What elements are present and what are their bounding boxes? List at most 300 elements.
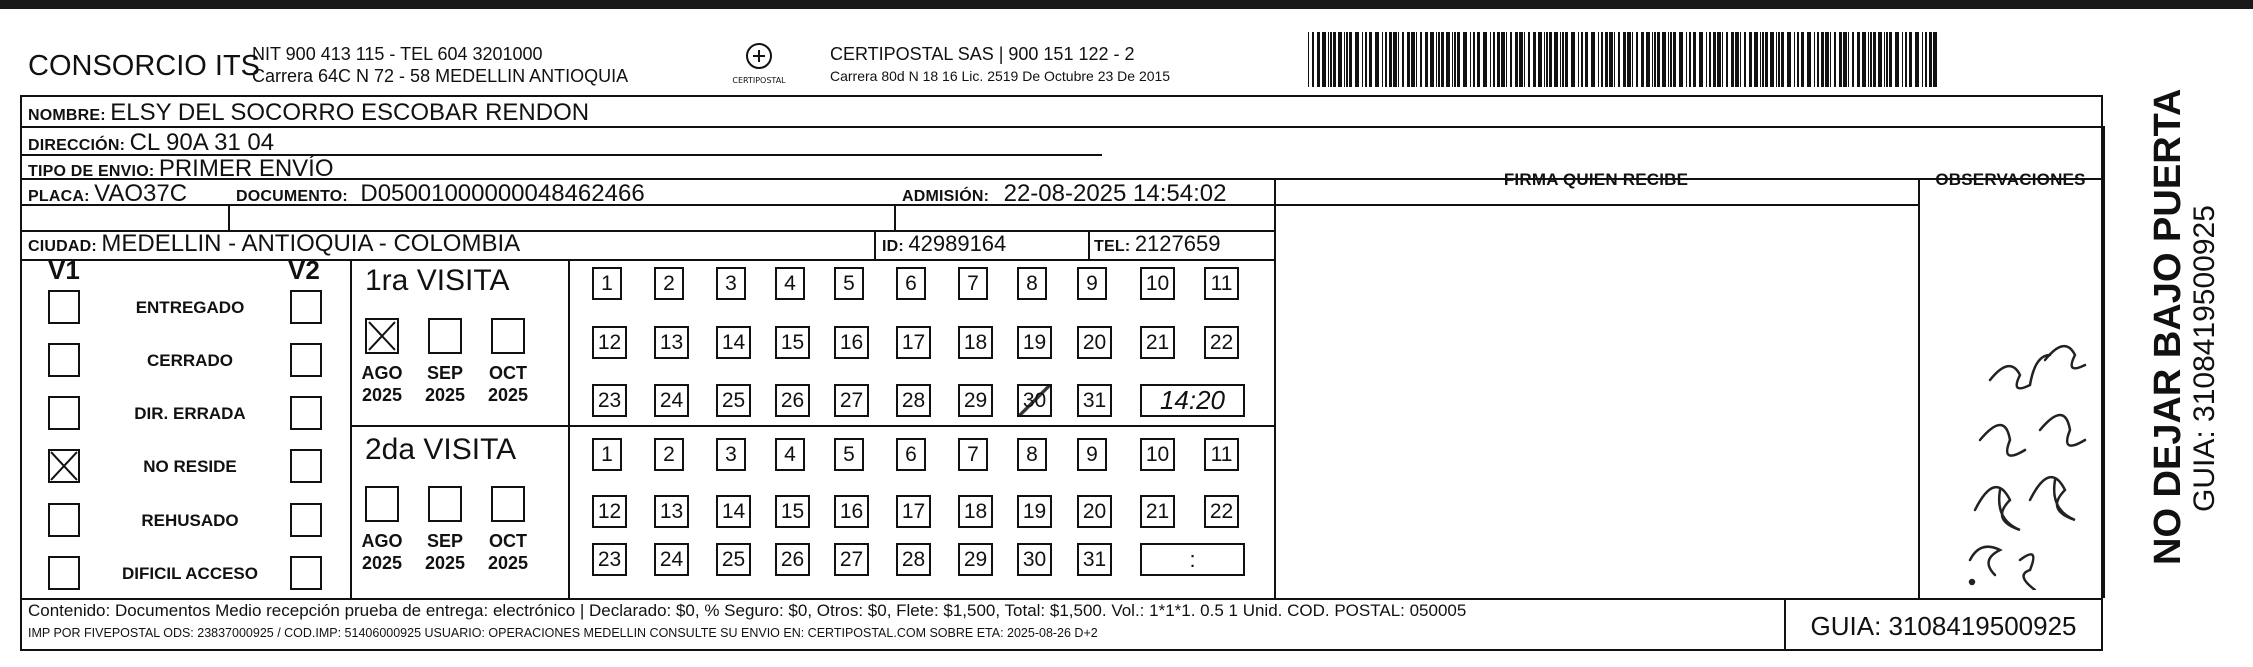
nit-line: NIT 900 413 115 - TEL 604 3201000 bbox=[252, 44, 543, 64]
barcode-bar bbox=[1915, 32, 1919, 87]
barcode-bar bbox=[1452, 32, 1453, 87]
v2-checkbox[interactable] bbox=[290, 503, 322, 537]
barcode-bar bbox=[1436, 32, 1437, 87]
id-row bbox=[882, 231, 1006, 257]
side-guia: GUIA: 3108419500925 bbox=[2188, 205, 2221, 512]
second-visit-day-box[interactable]: 31 bbox=[1077, 543, 1112, 576]
barcode-bar bbox=[1706, 32, 1707, 87]
barcode-bar bbox=[1457, 32, 1460, 87]
tipo-label: TIPO DE ENVIO: bbox=[28, 163, 155, 180]
second-visit-month-checkbox[interactable] bbox=[365, 486, 399, 522]
month-name: OCT bbox=[489, 531, 527, 551]
v2-checkbox[interactable] bbox=[290, 449, 322, 483]
barcode-bar bbox=[1770, 32, 1774, 87]
barcode-bar bbox=[1554, 32, 1558, 87]
first-visit-day-box[interactable]: 22 bbox=[1204, 326, 1239, 359]
barcode-bar bbox=[1528, 32, 1530, 87]
tel-label: TEL: bbox=[1094, 238, 1131, 255]
v2-checkbox[interactable] bbox=[290, 396, 322, 430]
barcode-bar bbox=[1821, 32, 1824, 87]
second-visit-time-box[interactable]: : bbox=[1140, 543, 1245, 576]
barcode-bar bbox=[1493, 32, 1495, 87]
first-visit-day-box[interactable]: 9 bbox=[1077, 267, 1107, 300]
v1-checkbox[interactable] bbox=[48, 503, 80, 537]
barcode-bar bbox=[1889, 32, 1892, 87]
second-visit-day-box[interactable]: 14 bbox=[716, 495, 751, 528]
first-visit-day-box[interactable]: 29 bbox=[958, 384, 993, 417]
second-visit-day-box[interactable]: 28 bbox=[896, 543, 931, 576]
barcode-bar bbox=[1878, 32, 1882, 87]
barcode-bar bbox=[1657, 32, 1660, 87]
barcode-bar bbox=[1693, 32, 1696, 87]
second-visit-day-box[interactable]: 17 bbox=[896, 495, 931, 528]
second-visit-day-box[interactable]: 11 bbox=[1204, 438, 1239, 471]
barcode-bar bbox=[1510, 32, 1512, 87]
second-visit-day-box[interactable]: 6 bbox=[896, 438, 926, 471]
barcode-bar bbox=[1411, 32, 1415, 87]
first-visit-day-box[interactable]: 6 bbox=[896, 267, 926, 300]
first-visit-day-box[interactable]: 14 bbox=[716, 326, 751, 359]
direccion-row bbox=[28, 129, 274, 157]
barcode-bar bbox=[1407, 32, 1410, 87]
status-option-label: REHUSADO bbox=[141, 511, 239, 530]
admision-label: ADMISIÓN: bbox=[902, 188, 990, 205]
col-divider bbox=[568, 259, 570, 598]
barcode-bar bbox=[1546, 32, 1548, 87]
ciudad-label: CIUDAD: bbox=[28, 238, 97, 255]
barcode-bar bbox=[1346, 32, 1348, 87]
second-visit-day-box[interactable]: 16 bbox=[834, 495, 869, 528]
barcode-bar bbox=[1420, 32, 1422, 87]
tipo-row bbox=[28, 155, 334, 183]
barcode-bar bbox=[1834, 32, 1836, 87]
row-divider bbox=[350, 425, 1274, 427]
status-option-label: DIFICIL ACCESO bbox=[121, 564, 258, 583]
barcode-bar bbox=[1338, 32, 1342, 87]
v1-checkbox[interactable] bbox=[48, 396, 80, 430]
barcode-bar bbox=[1868, 32, 1869, 87]
status-option-label: ENTREGADO bbox=[135, 298, 245, 317]
barcode-bar bbox=[1549, 32, 1552, 87]
month-year: 2025 bbox=[424, 385, 466, 405]
v1-label: V1 bbox=[48, 255, 80, 285]
barcode-bar bbox=[1349, 32, 1352, 87]
barcode-bar bbox=[1497, 32, 1500, 87]
barcode-bar bbox=[1416, 32, 1417, 87]
v2-checkbox[interactable] bbox=[290, 290, 322, 324]
second-visit-day-box[interactable]: 22 bbox=[1204, 495, 1239, 528]
top-border-strip bbox=[0, 0, 2253, 9]
barcode-bar bbox=[1544, 32, 1545, 87]
barcode-bar bbox=[1627, 32, 1631, 87]
first-visit-day-box[interactable]: 21 bbox=[1140, 326, 1175, 359]
barcode-bar bbox=[1365, 32, 1367, 87]
barcode-bar bbox=[1483, 32, 1487, 87]
barcode-bar bbox=[1699, 32, 1703, 87]
second-visit-day-box[interactable]: 13 bbox=[654, 495, 689, 528]
nombre-label: NOMBRE: bbox=[28, 107, 106, 124]
barcode-bar bbox=[1565, 32, 1568, 87]
barcode-bar bbox=[1623, 32, 1626, 87]
barcode-bar bbox=[1330, 32, 1332, 87]
barcode-bar bbox=[1670, 32, 1672, 87]
first-visit-day-box[interactable]: 12 bbox=[592, 326, 627, 359]
second-visit-month-checkbox[interactable] bbox=[491, 486, 525, 522]
col-divider bbox=[1918, 178, 1920, 598]
barcode-bar bbox=[1344, 32, 1345, 87]
first-visit-day-box[interactable]: 24 bbox=[654, 384, 689, 417]
tel-value: 2127659 bbox=[1134, 231, 1221, 256]
footer-guia: GUIA: 3108419500925 bbox=[1810, 611, 2077, 641]
barcode-bar bbox=[1839, 32, 1842, 87]
v2-checkbox[interactable] bbox=[290, 556, 322, 590]
barcode-bar bbox=[1801, 32, 1804, 87]
barcode-bar bbox=[1398, 32, 1399, 87]
barcode-bar bbox=[1787, 32, 1791, 87]
second-visit-day-box[interactable]: 4 bbox=[775, 438, 805, 471]
barcode-bar bbox=[1632, 32, 1633, 87]
month-year: 2025 bbox=[424, 553, 466, 573]
barcode-bar bbox=[1762, 32, 1764, 87]
month-year: 2025 bbox=[361, 553, 403, 573]
month-name: AGO bbox=[361, 363, 403, 383]
col-divider bbox=[894, 204, 896, 230]
month-label bbox=[356, 530, 408, 574]
row-divider bbox=[20, 259, 1274, 261]
second-visit-day-box[interactable]: 12 bbox=[592, 495, 627, 528]
col-divider bbox=[1088, 230, 1090, 259]
nombre-row bbox=[28, 99, 589, 127]
v1-checkbox[interactable] bbox=[48, 343, 80, 377]
barcode-bar bbox=[1519, 32, 1523, 87]
barcode-bar bbox=[1581, 32, 1583, 87]
barcode-bar bbox=[1760, 32, 1761, 87]
first-visit-day-box[interactable]: 11 bbox=[1204, 267, 1239, 300]
barcode-bar bbox=[1646, 32, 1650, 87]
documento-label: DOCUMENTO: bbox=[236, 188, 348, 205]
documento-value: D05001000000048462466 bbox=[360, 180, 645, 207]
v2-label: V2 bbox=[288, 255, 320, 285]
barcode-bar bbox=[1722, 32, 1723, 87]
barcode-bar bbox=[1689, 32, 1691, 87]
month-year: 2025 bbox=[361, 385, 403, 405]
barcode-bar bbox=[1895, 32, 1899, 87]
month-name: AGO bbox=[361, 531, 403, 551]
barcode-bar bbox=[1441, 32, 1444, 87]
nombre-value: ELSY DEL SOCORRO ESCOBAR RENDON bbox=[110, 99, 590, 126]
barcode-bar bbox=[1393, 32, 1397, 87]
company-name: CONSORCIO ITS bbox=[28, 50, 261, 82]
footer-imp-line: IMP POR FIVEPOSTAL ODS: 23837000925 / COD.IMP: 51406000925 USUARIO: OPERACIONES MEDELLIN CONSULTE SU ENVIO EN: CERTIPOSTAL.COM SOBRE ETA: 2025-08-26 D+2 bbox=[28, 626, 1098, 640]
barcode-bar bbox=[1609, 32, 1613, 87]
barcode-bar bbox=[1754, 32, 1758, 87]
barcode-bar bbox=[1308, 32, 1309, 87]
second-visit-day-box[interactable]: 25 bbox=[716, 543, 751, 576]
firma-header: FIRMA QUIEN RECIBE bbox=[1503, 170, 1689, 189]
barcode-bar bbox=[1668, 32, 1669, 87]
second-visit-day-box[interactable]: 29 bbox=[958, 543, 993, 576]
barcode-bar bbox=[1317, 32, 1320, 87]
barcode-bar bbox=[1870, 32, 1872, 87]
second-visit-day-box[interactable]: 20 bbox=[1077, 495, 1112, 528]
barcode-bar bbox=[1601, 32, 1603, 87]
barcode-bar bbox=[1614, 32, 1615, 87]
barcode-bar bbox=[1430, 32, 1434, 87]
barcode-bar bbox=[1652, 32, 1653, 87]
barcode-bar bbox=[1571, 32, 1575, 87]
barcode-bar bbox=[1454, 32, 1456, 87]
barcode-bar bbox=[1740, 32, 1741, 87]
first-visit-day-box[interactable]: 25 bbox=[716, 384, 751, 417]
barcode-bar bbox=[1807, 32, 1811, 87]
barcode-bar bbox=[1905, 32, 1907, 87]
barcode-bar bbox=[1857, 32, 1860, 87]
barcode-bar bbox=[1781, 32, 1784, 87]
barcode-bar bbox=[1473, 32, 1475, 87]
col-divider bbox=[874, 230, 876, 259]
month-name: OCT bbox=[489, 363, 527, 383]
barcode-bar bbox=[1765, 32, 1768, 87]
month-name: SEP bbox=[426, 531, 464, 551]
barcode-bar bbox=[1389, 32, 1392, 87]
month-label bbox=[482, 530, 534, 574]
first-visit-day-box[interactable]: 20 bbox=[1077, 326, 1112, 359]
v1-checkbox[interactable] bbox=[48, 556, 80, 590]
second-visit-day-box[interactable]: 26 bbox=[775, 543, 810, 576]
first-visit-month-checkbox[interactable] bbox=[491, 318, 525, 354]
barcode-bar bbox=[1744, 32, 1746, 87]
barcode-bar bbox=[1562, 32, 1564, 87]
month-year: 2025 bbox=[487, 385, 529, 405]
first-visit-day-box[interactable]: 1 bbox=[592, 267, 622, 300]
barcode-bar bbox=[1362, 32, 1363, 87]
first-visit-month-checkbox[interactable] bbox=[365, 318, 399, 354]
col-divider bbox=[228, 204, 230, 230]
second-visit-day-box[interactable]: 8 bbox=[1017, 438, 1047, 471]
barcode-bar bbox=[1524, 32, 1525, 87]
barcode-bar bbox=[1709, 32, 1711, 87]
second-visit-day-box[interactable]: 10 bbox=[1140, 438, 1175, 471]
admision-value: 22-08-2025 14:54:02 bbox=[1003, 180, 1227, 207]
barcode-bar bbox=[1686, 32, 1687, 87]
first-visit-day-box[interactable]: 31 bbox=[1077, 384, 1112, 417]
barcode-bar bbox=[1794, 32, 1795, 87]
placa-label: PLACA: bbox=[28, 188, 90, 205]
first-visit-day-box[interactable]: 17 bbox=[896, 326, 931, 359]
barcode-bar bbox=[1778, 32, 1780, 87]
barcode-bar bbox=[1585, 32, 1588, 87]
first-visit-day-box[interactable]: 3 bbox=[716, 267, 746, 300]
side-warning: NO DEJAR BAJO PUERTA bbox=[2147, 88, 2189, 565]
documento-row bbox=[236, 180, 645, 208]
certipostal-logo-icon bbox=[728, 38, 790, 88]
barcode-bar bbox=[1862, 32, 1866, 87]
barcode-bar bbox=[1830, 32, 1831, 87]
barcode-bar bbox=[1749, 32, 1752, 87]
license-line: Carrera 80d N 18 16 Lic. 2519 De Octubre 23 De 2015 bbox=[830, 68, 1171, 84]
v1-checkbox[interactable] bbox=[48, 449, 80, 483]
barcode-bar bbox=[1538, 32, 1542, 87]
second-visit-day-box[interactable]: 24 bbox=[654, 543, 689, 576]
barcode-bar bbox=[1328, 32, 1329, 87]
tipo-value: PRIMER ENVÍO bbox=[158, 155, 334, 182]
barcode-bar bbox=[1333, 32, 1336, 87]
footer-divider bbox=[20, 598, 2103, 600]
barcode bbox=[1308, 32, 1942, 87]
ciudad-value: MEDELLIN - ANTIOQUIA - COLOMBIA bbox=[101, 230, 521, 257]
barcode-bar bbox=[1463, 32, 1467, 87]
first-visit-day-box[interactable]: 23 bbox=[592, 384, 627, 417]
barcode-bar bbox=[1490, 32, 1491, 87]
first-visit-day-box[interactable]: 4 bbox=[775, 267, 805, 300]
barcode-bar bbox=[1886, 32, 1888, 87]
admision-row bbox=[902, 180, 1226, 208]
barcode-bar bbox=[1578, 32, 1579, 87]
barcode-bar bbox=[1470, 32, 1471, 87]
first-visit-day-box[interactable]: 27 bbox=[834, 384, 869, 417]
barcode-bar bbox=[1717, 32, 1721, 87]
month-name: SEP bbox=[426, 363, 464, 383]
first-visit-day-box[interactable]: 18 bbox=[958, 326, 993, 359]
status-option-label: DIR. ERRADA bbox=[134, 404, 246, 423]
tel-row bbox=[1094, 231, 1220, 257]
id-value: 42989164 bbox=[908, 231, 1007, 256]
barcode-bar bbox=[1814, 32, 1815, 87]
first-visit-day-box[interactable]: 10 bbox=[1140, 267, 1175, 300]
barcode-bar bbox=[1322, 32, 1326, 87]
barcode-bar bbox=[1929, 32, 1932, 87]
first-visit-day-box[interactable]: 8 bbox=[1017, 267, 1047, 300]
direccion-value: CL 90A 31 04 bbox=[129, 129, 275, 156]
id-label: ID: bbox=[882, 238, 904, 255]
first-visit-day-box[interactable]: 15 bbox=[775, 326, 810, 359]
first-visit-day-box[interactable]: 26 bbox=[775, 384, 810, 417]
logo-text: CERTIPOSTAL bbox=[732, 76, 786, 85]
barcode-bar bbox=[1673, 32, 1676, 87]
month-label bbox=[356, 362, 408, 406]
second-visit-day-box[interactable]: 30 bbox=[1017, 543, 1052, 576]
barcode-bar bbox=[1618, 32, 1620, 87]
second-visit-day-box[interactable]: 3 bbox=[716, 438, 746, 471]
first-visit-day-box[interactable]: 19 bbox=[1017, 326, 1052, 359]
first-visit-time-box[interactable]: 14:20 bbox=[1140, 384, 1245, 417]
barcode-bar bbox=[1925, 32, 1927, 87]
second-visit-day-box[interactable]: 2 bbox=[654, 438, 684, 471]
first-visit-month-checkbox[interactable] bbox=[428, 318, 462, 354]
company-address: Carrera 64C N 72 - 58 MEDELLIN ANTIOQUIA bbox=[252, 66, 629, 86]
second-visit-day-box[interactable]: 9 bbox=[1077, 438, 1107, 471]
first-visit-day-box[interactable]: 16 bbox=[834, 326, 869, 359]
second-visit-day-box[interactable]: 27 bbox=[834, 543, 869, 576]
barcode-bar bbox=[1375, 32, 1379, 87]
barcode-bar bbox=[1382, 32, 1383, 87]
barcode-bar bbox=[1848, 32, 1849, 87]
second-visit-day-box[interactable]: 7 bbox=[958, 438, 988, 471]
barcode-bar bbox=[1817, 32, 1819, 87]
barcode-bar bbox=[1922, 32, 1923, 87]
barcode-bar bbox=[1735, 32, 1739, 87]
handwritten-note bbox=[1930, 260, 2090, 590]
barcode-bar bbox=[1506, 32, 1507, 87]
barcode-bar bbox=[1679, 32, 1683, 87]
barcode-bar bbox=[1446, 32, 1450, 87]
second-visit-day-box[interactable]: 19 bbox=[1017, 495, 1052, 528]
placa-row bbox=[28, 180, 187, 208]
month-label bbox=[482, 362, 534, 406]
barcode-bar bbox=[1884, 32, 1885, 87]
barcode-bar bbox=[1385, 32, 1387, 87]
barcode-bar bbox=[1636, 32, 1638, 87]
observaciones-header: OBSERVACIONES bbox=[1935, 170, 2086, 189]
barcode-bar bbox=[1501, 32, 1505, 87]
barcode-bar bbox=[1515, 32, 1518, 87]
barcode-bar bbox=[1825, 32, 1829, 87]
second-visit-title: 2da VISITA bbox=[365, 433, 517, 466]
col-divider bbox=[2103, 126, 2105, 598]
barcode-bar bbox=[1598, 32, 1599, 87]
barcode-bar bbox=[1312, 32, 1314, 87]
barcode-bar bbox=[1402, 32, 1404, 87]
first-visit-day-box[interactable]: 13 bbox=[654, 326, 689, 359]
v1-checkbox[interactable] bbox=[48, 290, 80, 324]
first-visit-day-box[interactable]: 2 bbox=[654, 267, 684, 300]
ciudad-row bbox=[28, 230, 520, 258]
placa-value: VAO37C bbox=[94, 180, 188, 207]
barcode-bar bbox=[1560, 32, 1561, 87]
barcode-bar bbox=[1902, 32, 1903, 87]
month-label bbox=[419, 530, 471, 574]
barcode-bar bbox=[1909, 32, 1912, 87]
first-visit-day-box[interactable]: 30 bbox=[1017, 384, 1052, 417]
barcode-bar bbox=[1873, 32, 1876, 87]
barcode-bar bbox=[1438, 32, 1440, 87]
first-visit-day-box[interactable]: 28 bbox=[896, 384, 931, 417]
second-visit-month-checkbox[interactable] bbox=[428, 486, 462, 522]
barcode-bar bbox=[1355, 32, 1359, 87]
barcode-bar bbox=[1369, 32, 1372, 87]
first-visit-day-box[interactable]: 7 bbox=[958, 267, 988, 300]
barcode-bar bbox=[1852, 32, 1854, 87]
status-option-label: CERRADO bbox=[147, 351, 233, 370]
barcode-bar bbox=[1933, 32, 1937, 87]
barcode-bar bbox=[1425, 32, 1428, 87]
certipostal-line: CERTIPOSTAL SAS | 900 151 122 - 2 bbox=[830, 44, 1135, 64]
second-visit-day-box[interactable]: 1 bbox=[592, 438, 622, 471]
col-divider bbox=[350, 259, 352, 598]
direccion-label: DIRECCIÓN: bbox=[28, 137, 126, 154]
second-visit-day-box[interactable]: 23 bbox=[592, 543, 627, 576]
barcode-bar bbox=[1477, 32, 1480, 87]
second-visit-day-box[interactable]: 21 bbox=[1140, 495, 1175, 528]
second-visit-day-box[interactable]: 15 bbox=[775, 495, 810, 528]
second-visit-day-box[interactable]: 5 bbox=[834, 438, 864, 471]
status-option-label: NO RESIDE bbox=[143, 457, 237, 476]
barcode-bar bbox=[1641, 32, 1644, 87]
first-visit-day-box[interactable]: 5 bbox=[834, 267, 864, 300]
barcode-bar bbox=[1654, 32, 1656, 87]
barcode-bar bbox=[1843, 32, 1847, 87]
barcode-bar bbox=[1731, 32, 1734, 87]
barcode-bar bbox=[1591, 32, 1595, 87]
barcode-bar bbox=[1713, 32, 1716, 87]
second-visit-day-box[interactable]: 18 bbox=[958, 495, 993, 528]
barcode-bar bbox=[1533, 32, 1536, 87]
barcode-bar bbox=[1776, 32, 1777, 87]
v2-checkbox[interactable] bbox=[290, 343, 322, 377]
col-divider bbox=[1274, 178, 1276, 598]
footer-content-line: Contenido: Documentos Medio recepción prueba de entrega: electrónico | Declarado: $0, % Seguro: $0, Otros: $0, Flete: $1,500, Total: $1,500. Vol.: 1*1*1. 0.5 1 Unid. COD. POSTAL: 050005 bbox=[28, 601, 1467, 620]
barcode-bar bbox=[1662, 32, 1666, 87]
